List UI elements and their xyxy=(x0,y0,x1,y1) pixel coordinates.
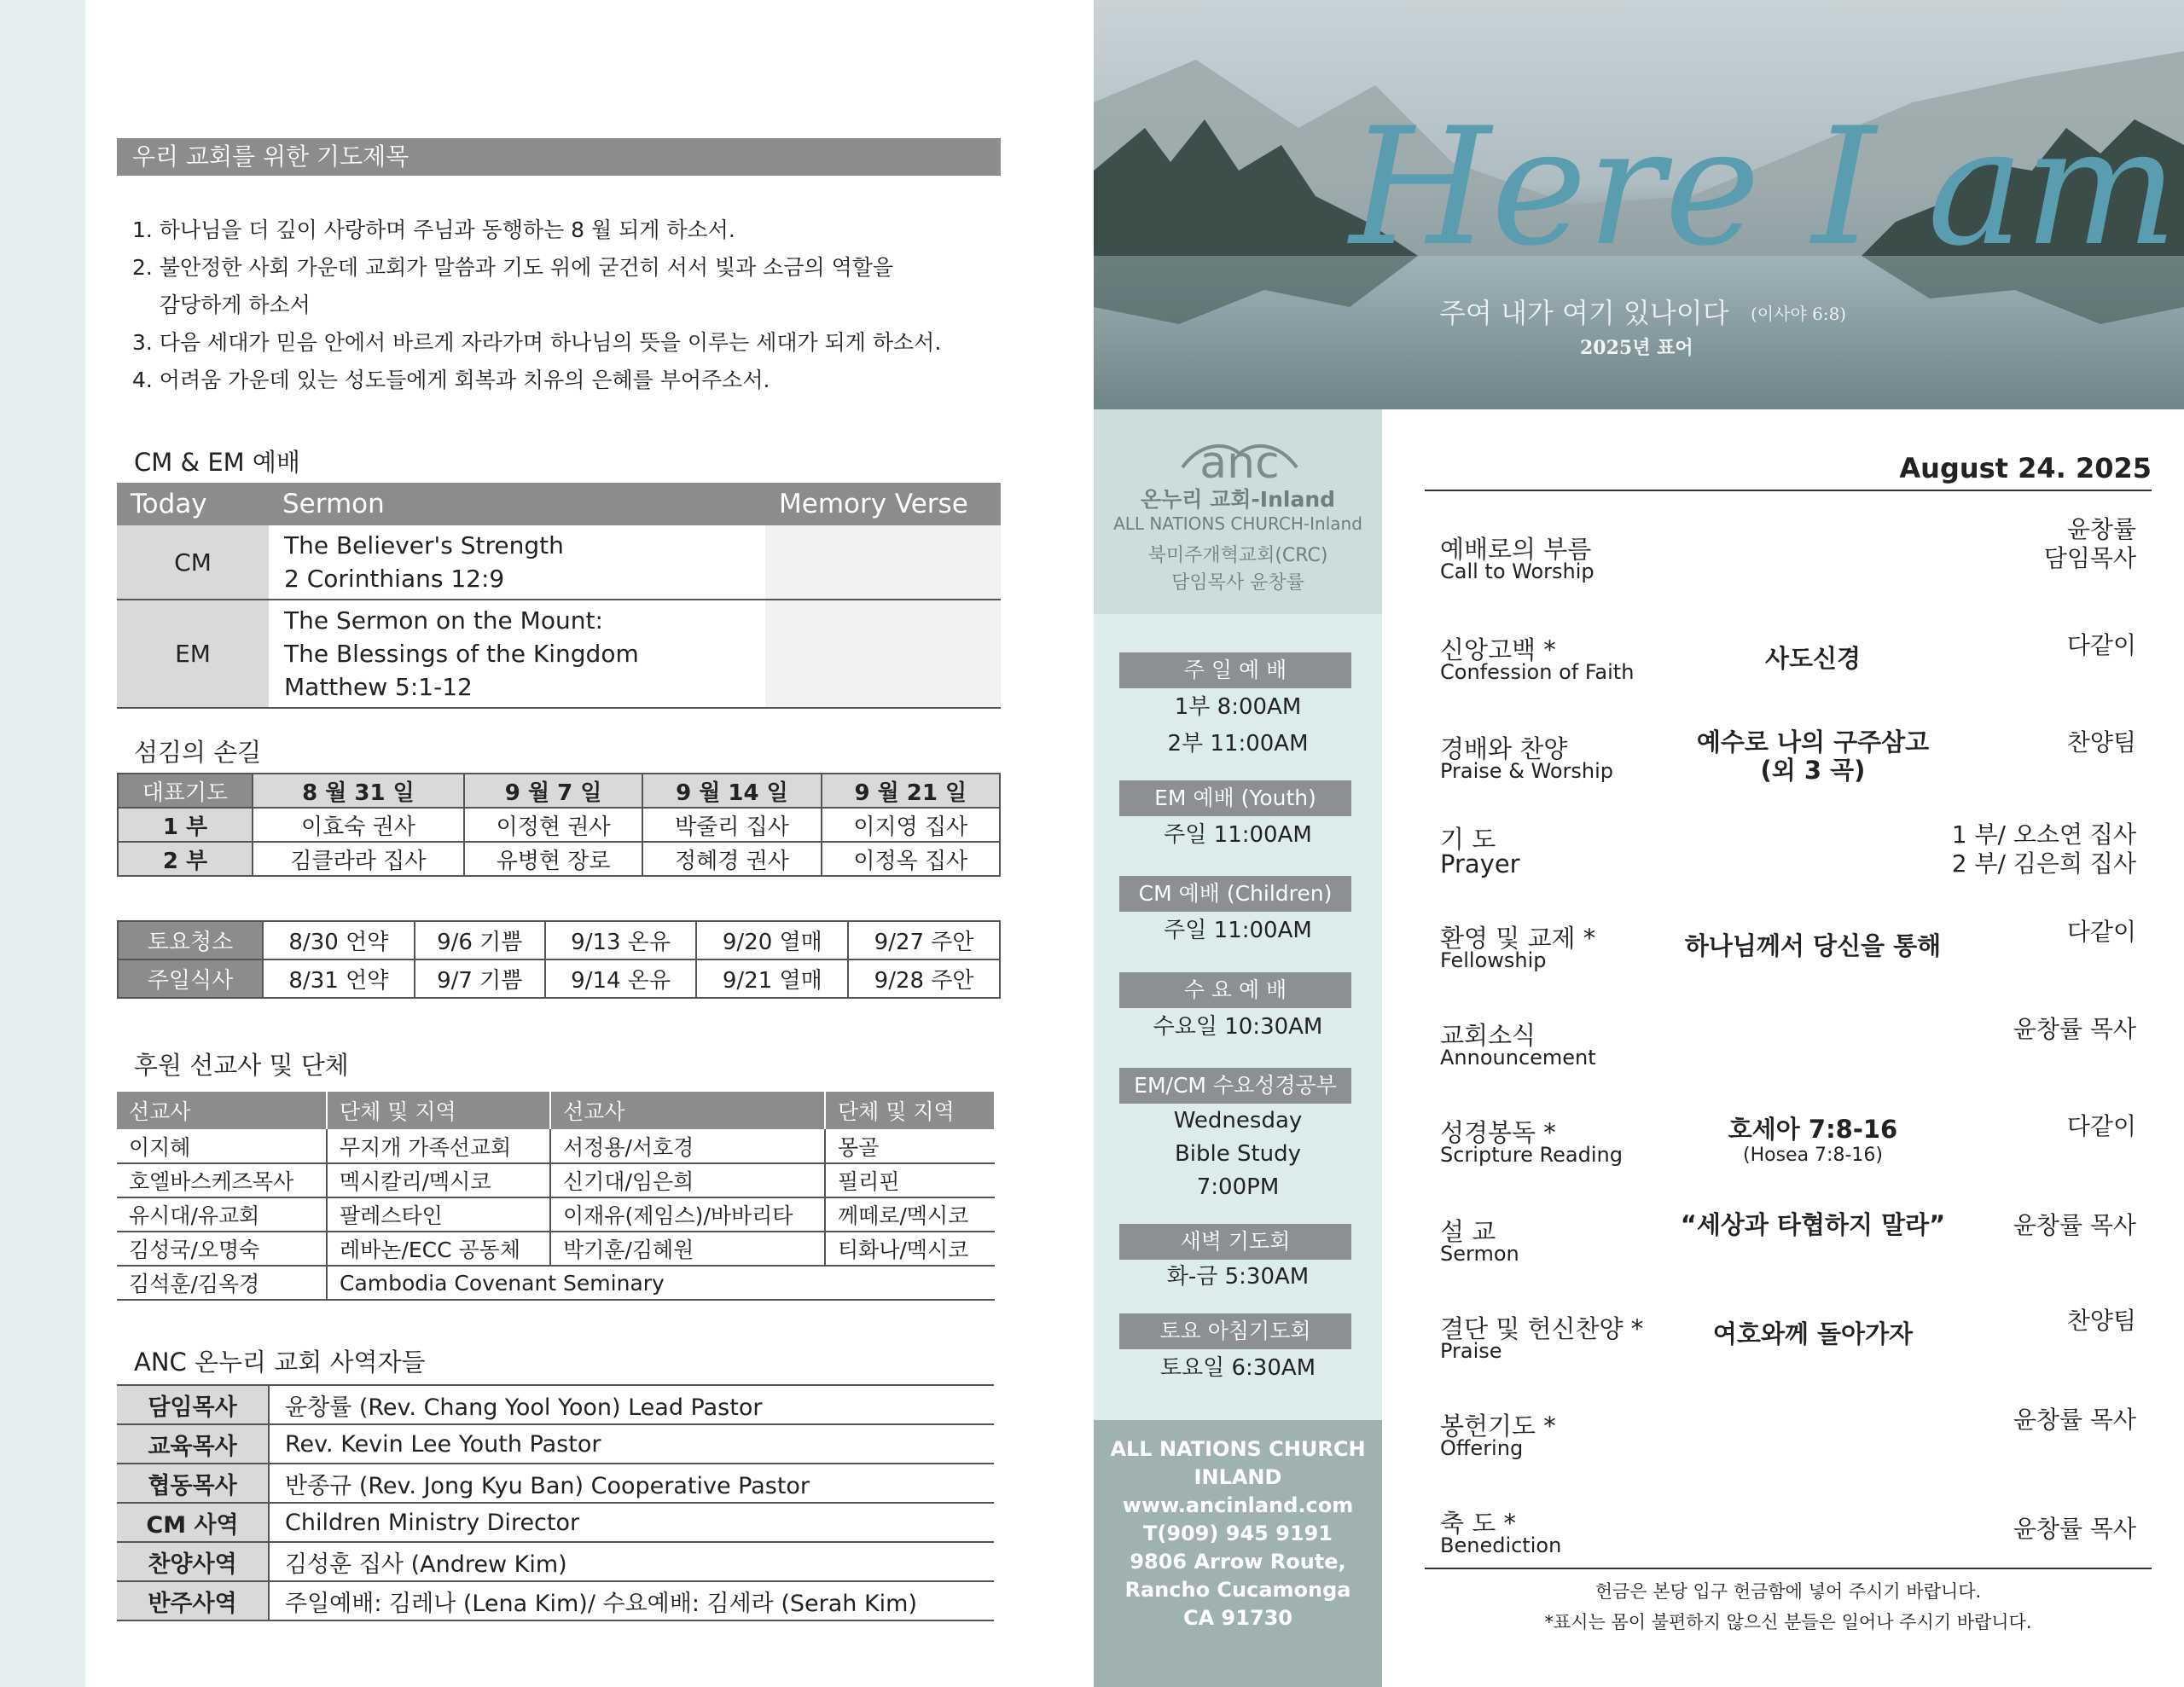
serving-title: 섬김의 손길 xyxy=(134,738,262,767)
worship-item-en: Sermon xyxy=(1440,1242,1519,1266)
worship-item-subtitle: (Hosea 7:8-16) xyxy=(1743,1145,1883,1166)
divider xyxy=(1425,490,2152,491)
table-cell: 김성국/오명숙 xyxy=(117,1232,327,1266)
staff-name: Rev. Kevin Lee Youth Pastor xyxy=(269,1424,994,1464)
service-title: 토요 아침기도회 xyxy=(1119,1313,1351,1349)
cover-landscape xyxy=(1094,0,2184,409)
contact-address: CA 91730 xyxy=(1182,1606,1293,1630)
table-header: 단체 및 지역 xyxy=(825,1092,995,1129)
cover-script-title: Here I am xyxy=(1350,93,2178,281)
staff-role: 교육목사 xyxy=(117,1424,269,1464)
worship-item-title: 하나님께서 당신을 통해 xyxy=(1684,931,1942,960)
prayer-item: 감당하게 하소서 xyxy=(132,293,311,317)
table-cell: 김클라라 집사 xyxy=(253,842,464,876)
prayer-item: 1. 하나님을 더 깊이 사랑하며 주님과 동행하는 8 월 되게 하소서. xyxy=(132,217,735,242)
table-row xyxy=(117,1464,994,1503)
service-time: 화-금 5:30AM xyxy=(1166,1264,1310,1290)
table-row xyxy=(117,1385,994,1424)
service-time: 토요일 6:30AM xyxy=(1159,1355,1316,1381)
table-cell: 티화나/멕시코 xyxy=(825,1232,995,1266)
table-row xyxy=(117,1266,995,1300)
standing-note: *표시는 몸이 불편하지 않으신 분들은 일어나 주시기 바랍니다. xyxy=(1544,1612,2032,1632)
missions-table xyxy=(117,1092,996,1301)
table-row xyxy=(117,1424,994,1464)
worship-item-ko: 축 도 * xyxy=(1440,1509,1516,1538)
table-row xyxy=(117,1163,995,1197)
worship-item-leader: 다같이 xyxy=(2066,1112,2136,1140)
worship-item-leader: 찬양팀 xyxy=(2066,728,2136,757)
contact-block xyxy=(1094,1420,1382,1687)
service-title: CM 예배 (Children) xyxy=(1119,876,1351,912)
worship-item-en: Announcement xyxy=(1440,1046,1596,1070)
staff-name: 윤창률 (Rev. Chang Yool Yoon) Lead Pastor xyxy=(269,1385,994,1424)
service-title: 수 요 예 배 xyxy=(1119,972,1351,1008)
worship-item-leader: 윤창률 목사 xyxy=(2013,1515,2136,1543)
service-schedule-column xyxy=(1094,409,1382,1687)
table-cell: 박줄리 집사 xyxy=(642,808,821,842)
table-cell: 유병현 장로 xyxy=(464,842,642,876)
table-cell: 9/6 기쁨 xyxy=(415,921,545,959)
worship-item-en: Praise & Worship xyxy=(1440,759,1614,783)
worship-item-en: Call to Worship xyxy=(1440,559,1594,583)
contact-line: INLAND xyxy=(1194,1465,1282,1489)
worship-item-leader xyxy=(1877,820,2136,878)
cover-subtitle: 주여 내가 여기 있나이다 xyxy=(1439,297,1729,329)
cover-reference: (이사야 6:8) xyxy=(1751,304,1847,324)
staff-table xyxy=(117,1384,994,1621)
table-header: 9 월 7 일 xyxy=(464,774,642,808)
staff-role: 찬양사역 xyxy=(117,1542,269,1581)
table-row xyxy=(118,921,1000,959)
table-cell: 8/30 언약 xyxy=(263,921,415,959)
table-header: 8 월 31 일 xyxy=(253,774,464,808)
table-cell: 9/13 온유 xyxy=(545,921,697,959)
table-header: Today xyxy=(117,483,269,525)
table-row xyxy=(117,1197,995,1232)
table-cell: 신기대/임은희 xyxy=(550,1163,825,1197)
service-time: Wednesday xyxy=(1173,1108,1303,1133)
service-title: EM 예배 (Youth) xyxy=(1119,780,1351,816)
church-logo-block xyxy=(1094,409,1382,614)
contact-address: 9806 Arrow Route, xyxy=(1130,1550,1346,1574)
worship-item-leader: 윤창률 목사 xyxy=(2013,1015,2136,1043)
worship-item-title: 여호와께 돌아가자 xyxy=(1712,1319,1914,1348)
missions-title: 후원 선교사 및 단체 xyxy=(134,1051,349,1080)
leader-line: 2 부/ 김은희 집사 xyxy=(1951,849,2136,878)
staff-role: 반주사역 xyxy=(117,1581,269,1620)
table-cell: 정혜경 권사 xyxy=(642,842,821,876)
worship-item-leader: 찬양팀 xyxy=(2066,1307,2136,1335)
cm-em-table xyxy=(117,483,1001,709)
bulletin-date: August 24. 2025 xyxy=(1899,452,2152,484)
logo-text: anc xyxy=(1199,438,1280,486)
row-label: 1 부 xyxy=(118,808,253,842)
worship-item-title: 예수로 나의 구주삼고 (외 3 곡) xyxy=(1696,728,1930,785)
worship-item-ko: 봉헌기도 * xyxy=(1440,1412,1556,1441)
table-cell: 이정옥 집사 xyxy=(822,842,1000,876)
staff-name: 주일예배: 김레나 (Lena Kim)/ 수요예배: 김세라 (Serah Kim) xyxy=(269,1581,994,1620)
row-label: 2 부 xyxy=(118,842,253,876)
cleaning-table xyxy=(117,920,1001,999)
sermon-line: The Believer's Strength xyxy=(284,531,564,559)
table-row xyxy=(117,1542,994,1581)
table-cell: 레바논/ECC 공동체 xyxy=(327,1232,550,1266)
sermon-line: 2 Corinthians 12:9 xyxy=(284,565,505,593)
sermon-cell xyxy=(269,525,765,600)
service-time: 2부 11:00AM xyxy=(1167,731,1309,757)
contact-address: Rancho Cucamonga xyxy=(1124,1578,1351,1602)
contact-phone: T(909) 945 9191 xyxy=(1142,1522,1333,1545)
table-header: 단체 및 지역 xyxy=(327,1092,550,1129)
leader-line: 담임목사 xyxy=(2043,544,2136,572)
table-cell: 9/21 열매 xyxy=(696,959,848,998)
worship-item-leader: 다같이 xyxy=(2066,918,2136,946)
worship-item-leader: 다같이 xyxy=(2066,631,2136,659)
staff-role: CM 사역 xyxy=(117,1503,269,1542)
sermon-line: The Blessings of the Kingdom xyxy=(284,640,639,668)
service-title: 주 일 예 배 xyxy=(1119,652,1351,688)
contact-line: ALL NATIONS CHURCH xyxy=(1110,1437,1366,1461)
staff-role: 협동목사 xyxy=(117,1464,269,1503)
table-cell: 이지영 집사 xyxy=(822,808,1000,842)
worship-item-leader: 윤창률 목사 xyxy=(2013,1406,2136,1434)
cover-year-theme: 2025년 표어 xyxy=(1580,337,1693,359)
worship-item-ko: 환영 및 교제 * xyxy=(1440,924,1596,953)
divider xyxy=(1425,1568,2152,1569)
table-row xyxy=(117,1503,994,1542)
offering-note: 헌금은 본당 입구 헌금함에 넣어 주시기 바랍니다. xyxy=(1594,1581,1982,1602)
cover-image xyxy=(1094,0,2184,409)
worship-item-title: 호세아 7:8-16 xyxy=(1728,1115,1898,1144)
sermon-line: Matthew 5:1-12 xyxy=(284,673,473,701)
left-margin-strip xyxy=(0,0,85,1687)
table-header: Memory Verse xyxy=(765,483,1001,525)
table-row xyxy=(117,1232,995,1266)
service-time: 1부 8:00AM xyxy=(1174,694,1302,720)
leader-line: 윤창률 xyxy=(2066,515,2136,543)
table-header: Sermon xyxy=(269,483,765,525)
table-cell: 유시대/유교회 xyxy=(117,1197,327,1232)
table-cell: 이효숙 권사 xyxy=(253,808,464,842)
prayer-title: 우리 교회를 위한 기도제목 xyxy=(117,138,1001,176)
worship-item-en: Confession of Faith xyxy=(1440,660,1635,684)
memory-verse-cell xyxy=(765,600,1001,708)
service-time: Bible Study xyxy=(1174,1141,1302,1167)
table-cell: 박기훈/김혜원 xyxy=(550,1232,825,1266)
table-header: 대표기도 xyxy=(118,774,253,808)
table-cell: Cambodia Covenant Seminary xyxy=(327,1266,995,1300)
table-header: 선교사 xyxy=(117,1092,327,1129)
table-row xyxy=(117,600,1001,708)
table-cell: 몽골 xyxy=(825,1129,995,1163)
staff-role: 담임목사 xyxy=(117,1385,269,1424)
church-name-en: ALL NATIONS CHURCH-Inland xyxy=(1113,513,1362,534)
worship-item-ko: 예배로의 부름 xyxy=(1440,535,1592,564)
table-cell: 9/14 온유 xyxy=(545,959,697,998)
staff-title: ANC 온누리 교회 사역자들 xyxy=(134,1348,426,1377)
service-time: 7:00PM xyxy=(1196,1174,1280,1200)
service-time: 주일 11:00AM xyxy=(1164,918,1312,943)
prayer-list xyxy=(132,212,994,399)
worship-item-en: Fellowship xyxy=(1440,948,1547,972)
serving-table xyxy=(117,773,1001,877)
worship-item-ko: 설 교 xyxy=(1440,1217,1496,1246)
church-pastor: 담임목사 윤창률 xyxy=(1171,572,1304,594)
prayer-item: 3. 다음 세대가 믿음 안에서 바르게 자라가며 하나님의 뜻을 이루는 세대가 되게 하소서. xyxy=(132,330,942,355)
table-cell: 팔레스타인 xyxy=(327,1197,550,1232)
worship-item-ko: 결단 및 헌신찬양 * xyxy=(1440,1314,1644,1343)
sermon-line: The Sermon on the Mount: xyxy=(284,606,603,635)
left-page xyxy=(117,0,1004,1687)
worship-item-leader: 윤창률 목사 xyxy=(2013,1211,2136,1239)
cm-em-title: CM & EM 예배 xyxy=(134,448,300,477)
table-cell: 무지개 가족선교회 xyxy=(327,1129,550,1163)
table-cell: 이재유(제임스)/바바리타 xyxy=(550,1197,825,1232)
prayer-item: 4. 어려움 가운데 있는 성도들에게 회복과 치유의 은혜를 부어주소서. xyxy=(132,368,770,392)
staff-name: 반종규 (Rev. Jong Kyu Ban) Cooperative Pastor xyxy=(269,1464,994,1503)
row-label: EM xyxy=(117,600,269,708)
service-time: 주일 11:00AM xyxy=(1164,822,1312,848)
row-label: 주일식사 xyxy=(118,959,263,998)
table-cell: 서정용/서호경 xyxy=(550,1129,825,1163)
worship-item-title: “세상과 타협하지 말라” xyxy=(1680,1210,1946,1239)
table-row xyxy=(118,842,1000,876)
table-cell: 9/7 기쁨 xyxy=(415,959,545,998)
worship-item-en: Benediction xyxy=(1440,1533,1562,1557)
worship-item-ko: 교회소식 xyxy=(1440,1021,1536,1050)
worship-item-title: 사도신경 xyxy=(1764,644,1862,673)
table-cell: 호엘바스케즈목사 xyxy=(117,1163,327,1197)
worship-item-ko: 신앙고백 * xyxy=(1440,635,1556,664)
worship-item-ko: 경배와 찬양 xyxy=(1440,734,1568,763)
sermon-cell xyxy=(269,600,765,708)
worship-item-leader xyxy=(1877,515,2136,573)
staff-name: 김성훈 집사 (Andrew Kim) xyxy=(269,1542,994,1581)
table-cell: 9/27 주안 xyxy=(848,921,1000,959)
worship-item-ko: 성경봉독 * xyxy=(1440,1118,1556,1147)
table-row xyxy=(117,525,1001,600)
table-header: 9 월 21 일 xyxy=(822,774,1000,808)
church-denomination: 북미주개혁교회(CRC) xyxy=(1147,545,1328,566)
church-name-ko: 온누리 교회-Inland xyxy=(1140,487,1336,512)
table-row xyxy=(117,1129,995,1163)
table-cell: 9/28 주안 xyxy=(848,959,1000,998)
church-logo-icon xyxy=(1176,426,1304,486)
table-cell: 9/20 열매 xyxy=(696,921,848,959)
worship-item-en: Prayer xyxy=(1440,849,1520,878)
table-cell: 멕시칼리/멕시코 xyxy=(327,1163,550,1197)
table-cell: 이지혜 xyxy=(117,1129,327,1163)
row-label: CM xyxy=(117,525,269,600)
worship-item-ko: 기 도 xyxy=(1440,825,1496,854)
table-cell: 께떼로/멕시코 xyxy=(825,1197,995,1232)
table-header: 선교사 xyxy=(550,1092,825,1129)
worship-item-en: Praise xyxy=(1440,1339,1502,1363)
prayer-item: 2. 불안정한 사회 가운데 교회가 말씀과 기도 위에 굳건히 서서 빛과 소금의 역할을 xyxy=(132,255,894,280)
service-title: 새벽 기도회 xyxy=(1119,1224,1351,1260)
service-time: 수요일 10:30AM xyxy=(1153,1014,1323,1040)
table-cell: 김석훈/김옥경 xyxy=(117,1266,327,1300)
table-row xyxy=(117,1581,994,1620)
service-title: EM/CM 수요성경공부 xyxy=(1119,1068,1351,1104)
table-cell: 이정현 권사 xyxy=(464,808,642,842)
leader-line: 1 부/ 오소연 집사 xyxy=(1951,820,2136,849)
memory-verse-cell xyxy=(765,525,1001,600)
table-header: 9 월 14 일 xyxy=(642,774,821,808)
contact-website: www.ancinland.com xyxy=(1122,1493,1354,1517)
staff-name: Children Ministry Director xyxy=(269,1503,994,1542)
table-row xyxy=(118,959,1000,998)
row-label: 토요청소 xyxy=(118,921,263,959)
worship-item-en: Scripture Reading xyxy=(1440,1143,1623,1167)
table-cell: 8/31 언약 xyxy=(263,959,415,998)
table-row xyxy=(118,808,1000,842)
worship-item-en: Offering xyxy=(1440,1436,1524,1460)
table-cell: 필리핀 xyxy=(825,1163,995,1197)
